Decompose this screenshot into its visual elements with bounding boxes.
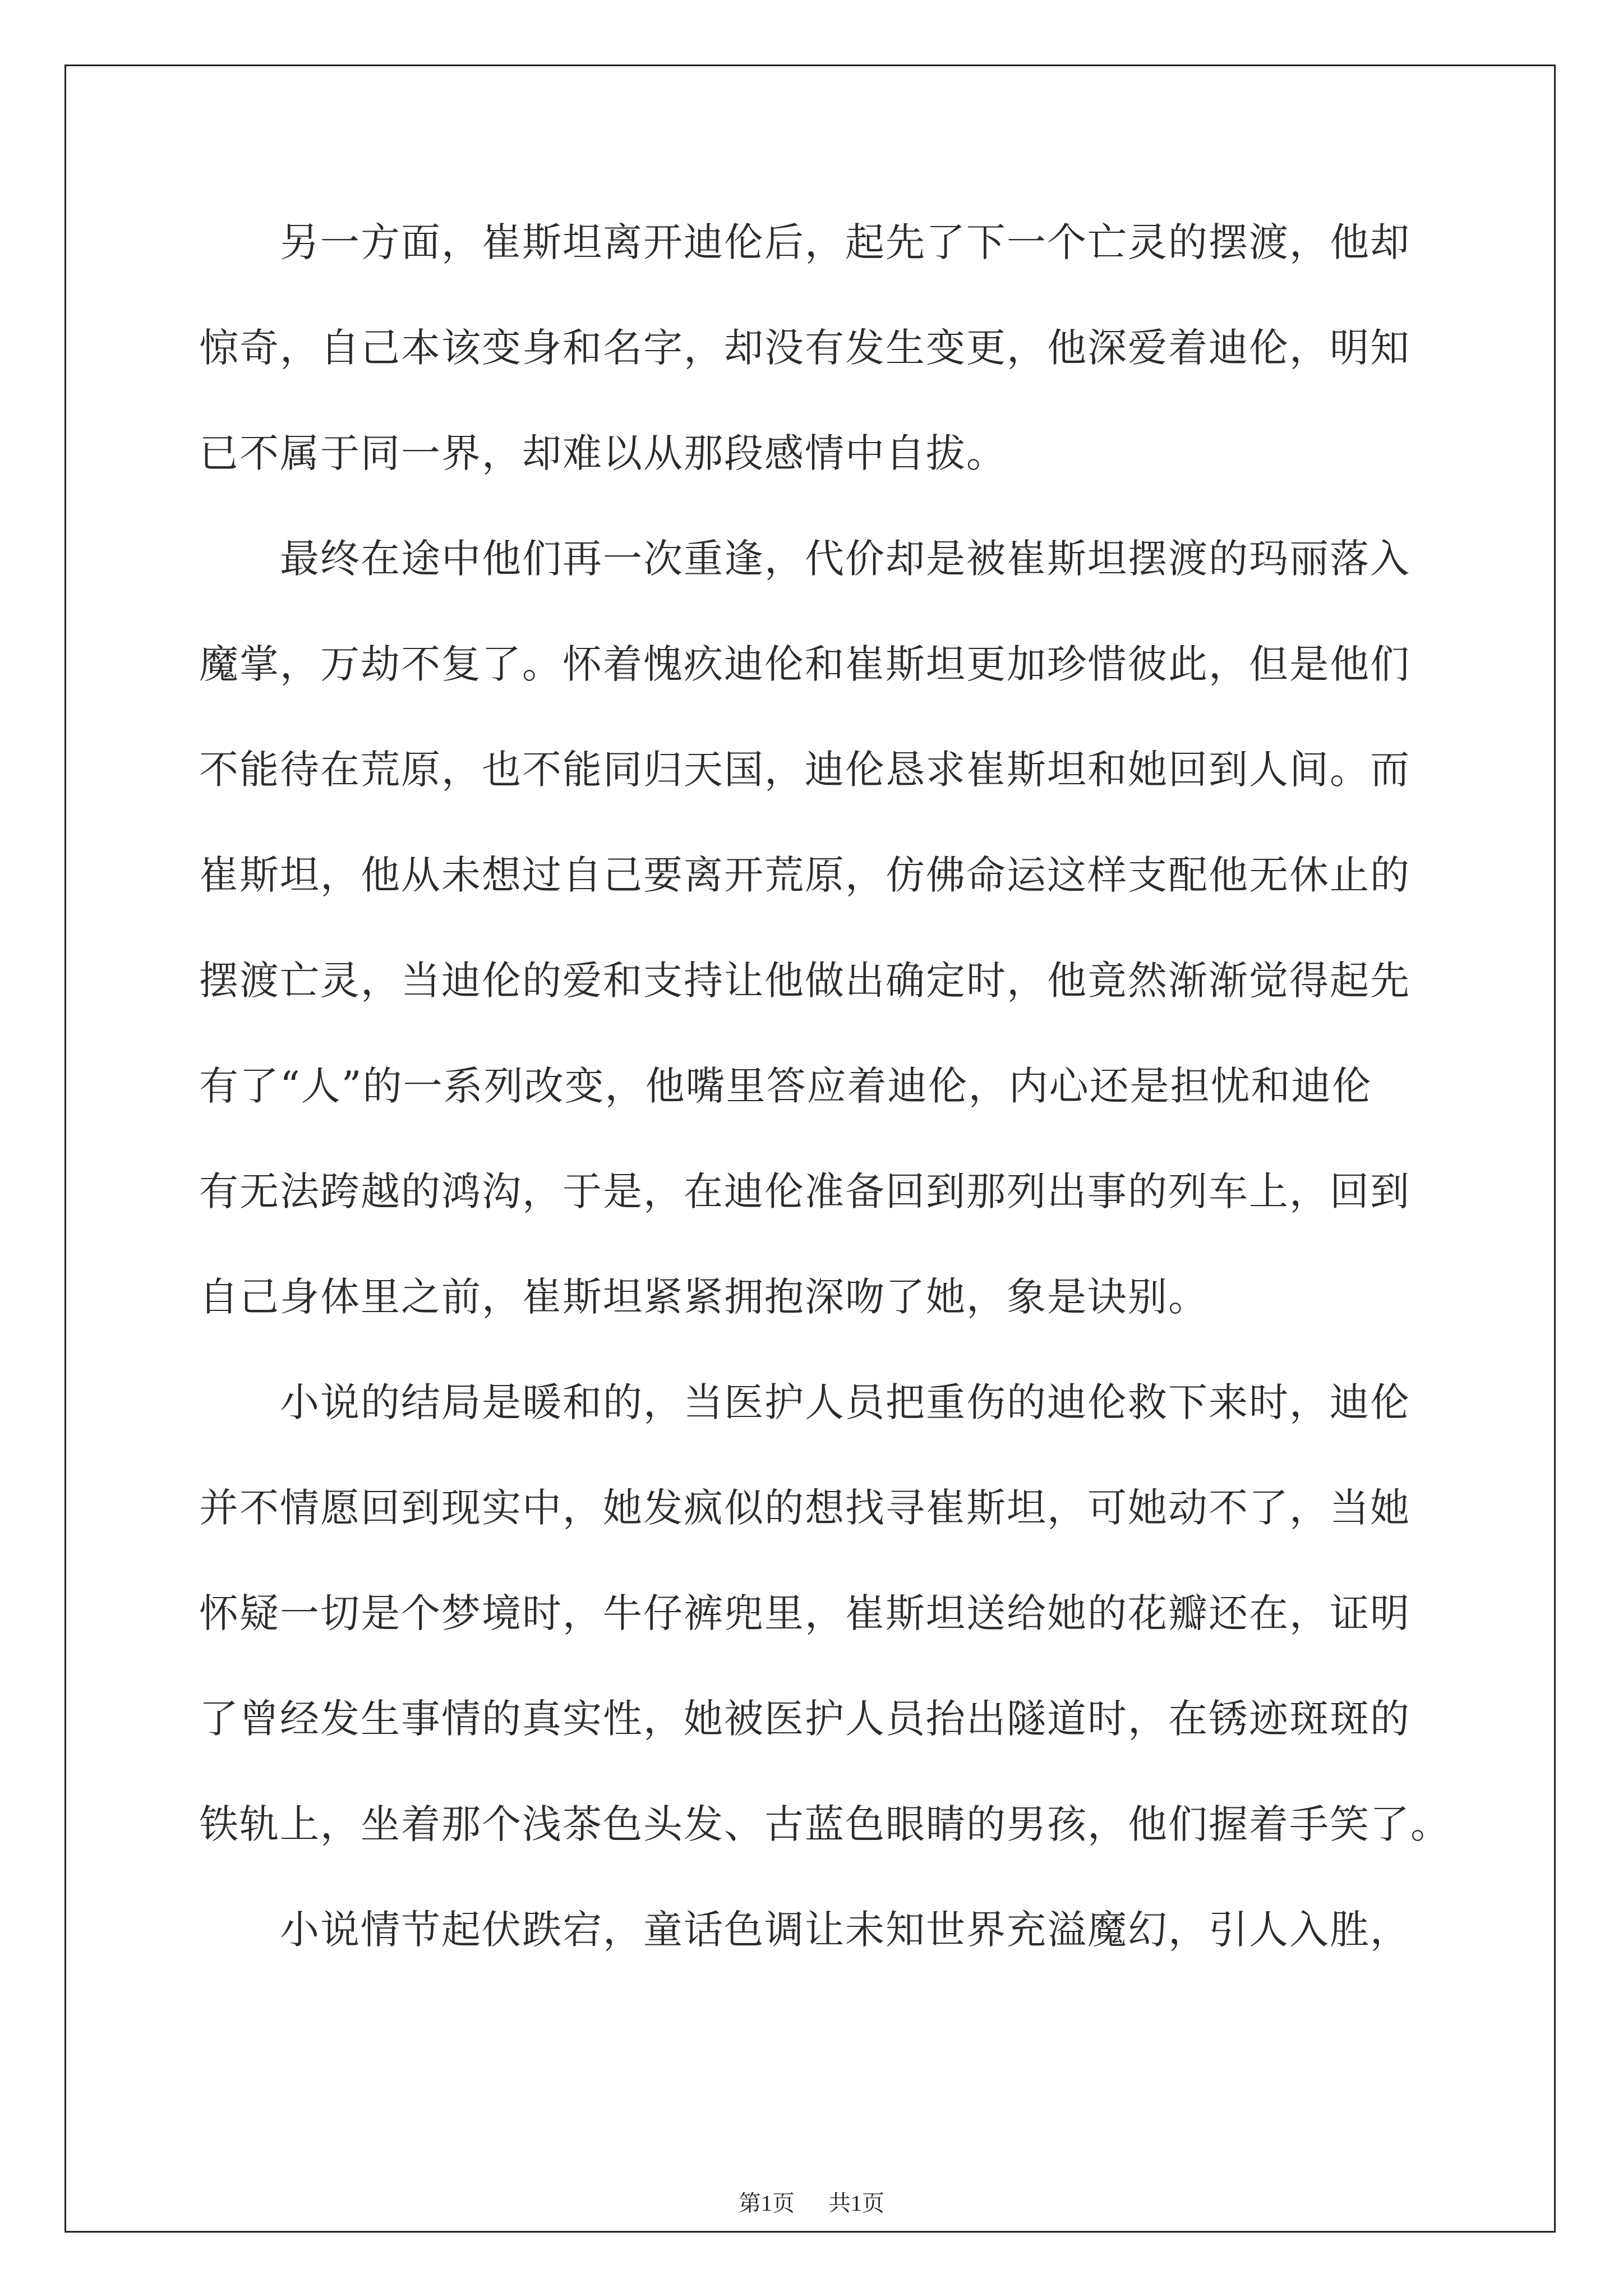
body-line: 有了“人”的一系列改变，他嘴里答应着迪伦，内心还是担忧和迪伦 <box>199 1063 1372 1109</box>
page-total: 共1页 <box>828 2191 884 2216</box>
body-line: 魔掌，万劫不复了。怀着愧疚迪伦和崔斯坦更加珍惜彼此，但是他们 <box>199 641 1410 687</box>
body-line: 并不情愿回到现实中，她发疯似的想找寻崔斯坦，可她动不了，当她 <box>199 1485 1410 1531</box>
page-footer <box>0 2185 1623 2217</box>
body-line: 不能待在荒原，也不能同归天国，迪伦恳求崔斯坦和她回到人间。而 <box>199 747 1410 793</box>
body-line: 铁轨上，坐着那个浅茶色头发、古蓝色眼睛的男孩，他们握着手笑了。 <box>199 1801 1451 1847</box>
body-line: 另一方面，崔斯坦离开迪伦后，起先了下一个亡灵的摆渡，他却 <box>199 219 1410 265</box>
body-line: 自己身体里之前，崔斯坦紧紧拥抱深吻了她，象是诀别。 <box>199 1274 1209 1320</box>
page-number: 第1页 <box>739 2191 795 2216</box>
body-line: 怀疑一切是个梦境时，牛仔裤兜里，崔斯坦送给她的花瓣还在，证明 <box>199 1590 1410 1636</box>
body-line: 最终在途中他们再一次重逢，代价却是被崔斯坦摆渡的玛丽落入 <box>199 536 1410 582</box>
body-line: 小说的结局是暖和的，当医护人员把重伤的迪伦救下来时，迪伦 <box>199 1379 1410 1425</box>
body-line: 小说情节起伏跌宕，童话色调让未知世界充溢魔幻，引人入胜， <box>199 1907 1410 1953</box>
body-line: 惊奇，自己本该变身和名字，却没有发生变更，他深爱着迪伦，明知 <box>199 325 1410 371</box>
body-line: 已不属于同一界，却难以从那段感情中自拔。 <box>199 430 1007 476</box>
body-line: 有无法跨越的鸿沟，于是，在迪伦准备回到那列出事的列车上，回到 <box>199 1168 1410 1214</box>
body-line: 了曾经发生事情的真实性，她被医护人员抬出隧道时，在锈迹斑斑的 <box>199 1696 1410 1742</box>
body-line: 崔斯坦，他从未想过自己要离开荒原，仿佛命运这样支配他无休止的 <box>199 852 1410 898</box>
body-line: 摆渡亡灵，当迪伦的爱和支持让他做出确定时，他竟然渐渐觉得起先 <box>199 958 1410 1004</box>
